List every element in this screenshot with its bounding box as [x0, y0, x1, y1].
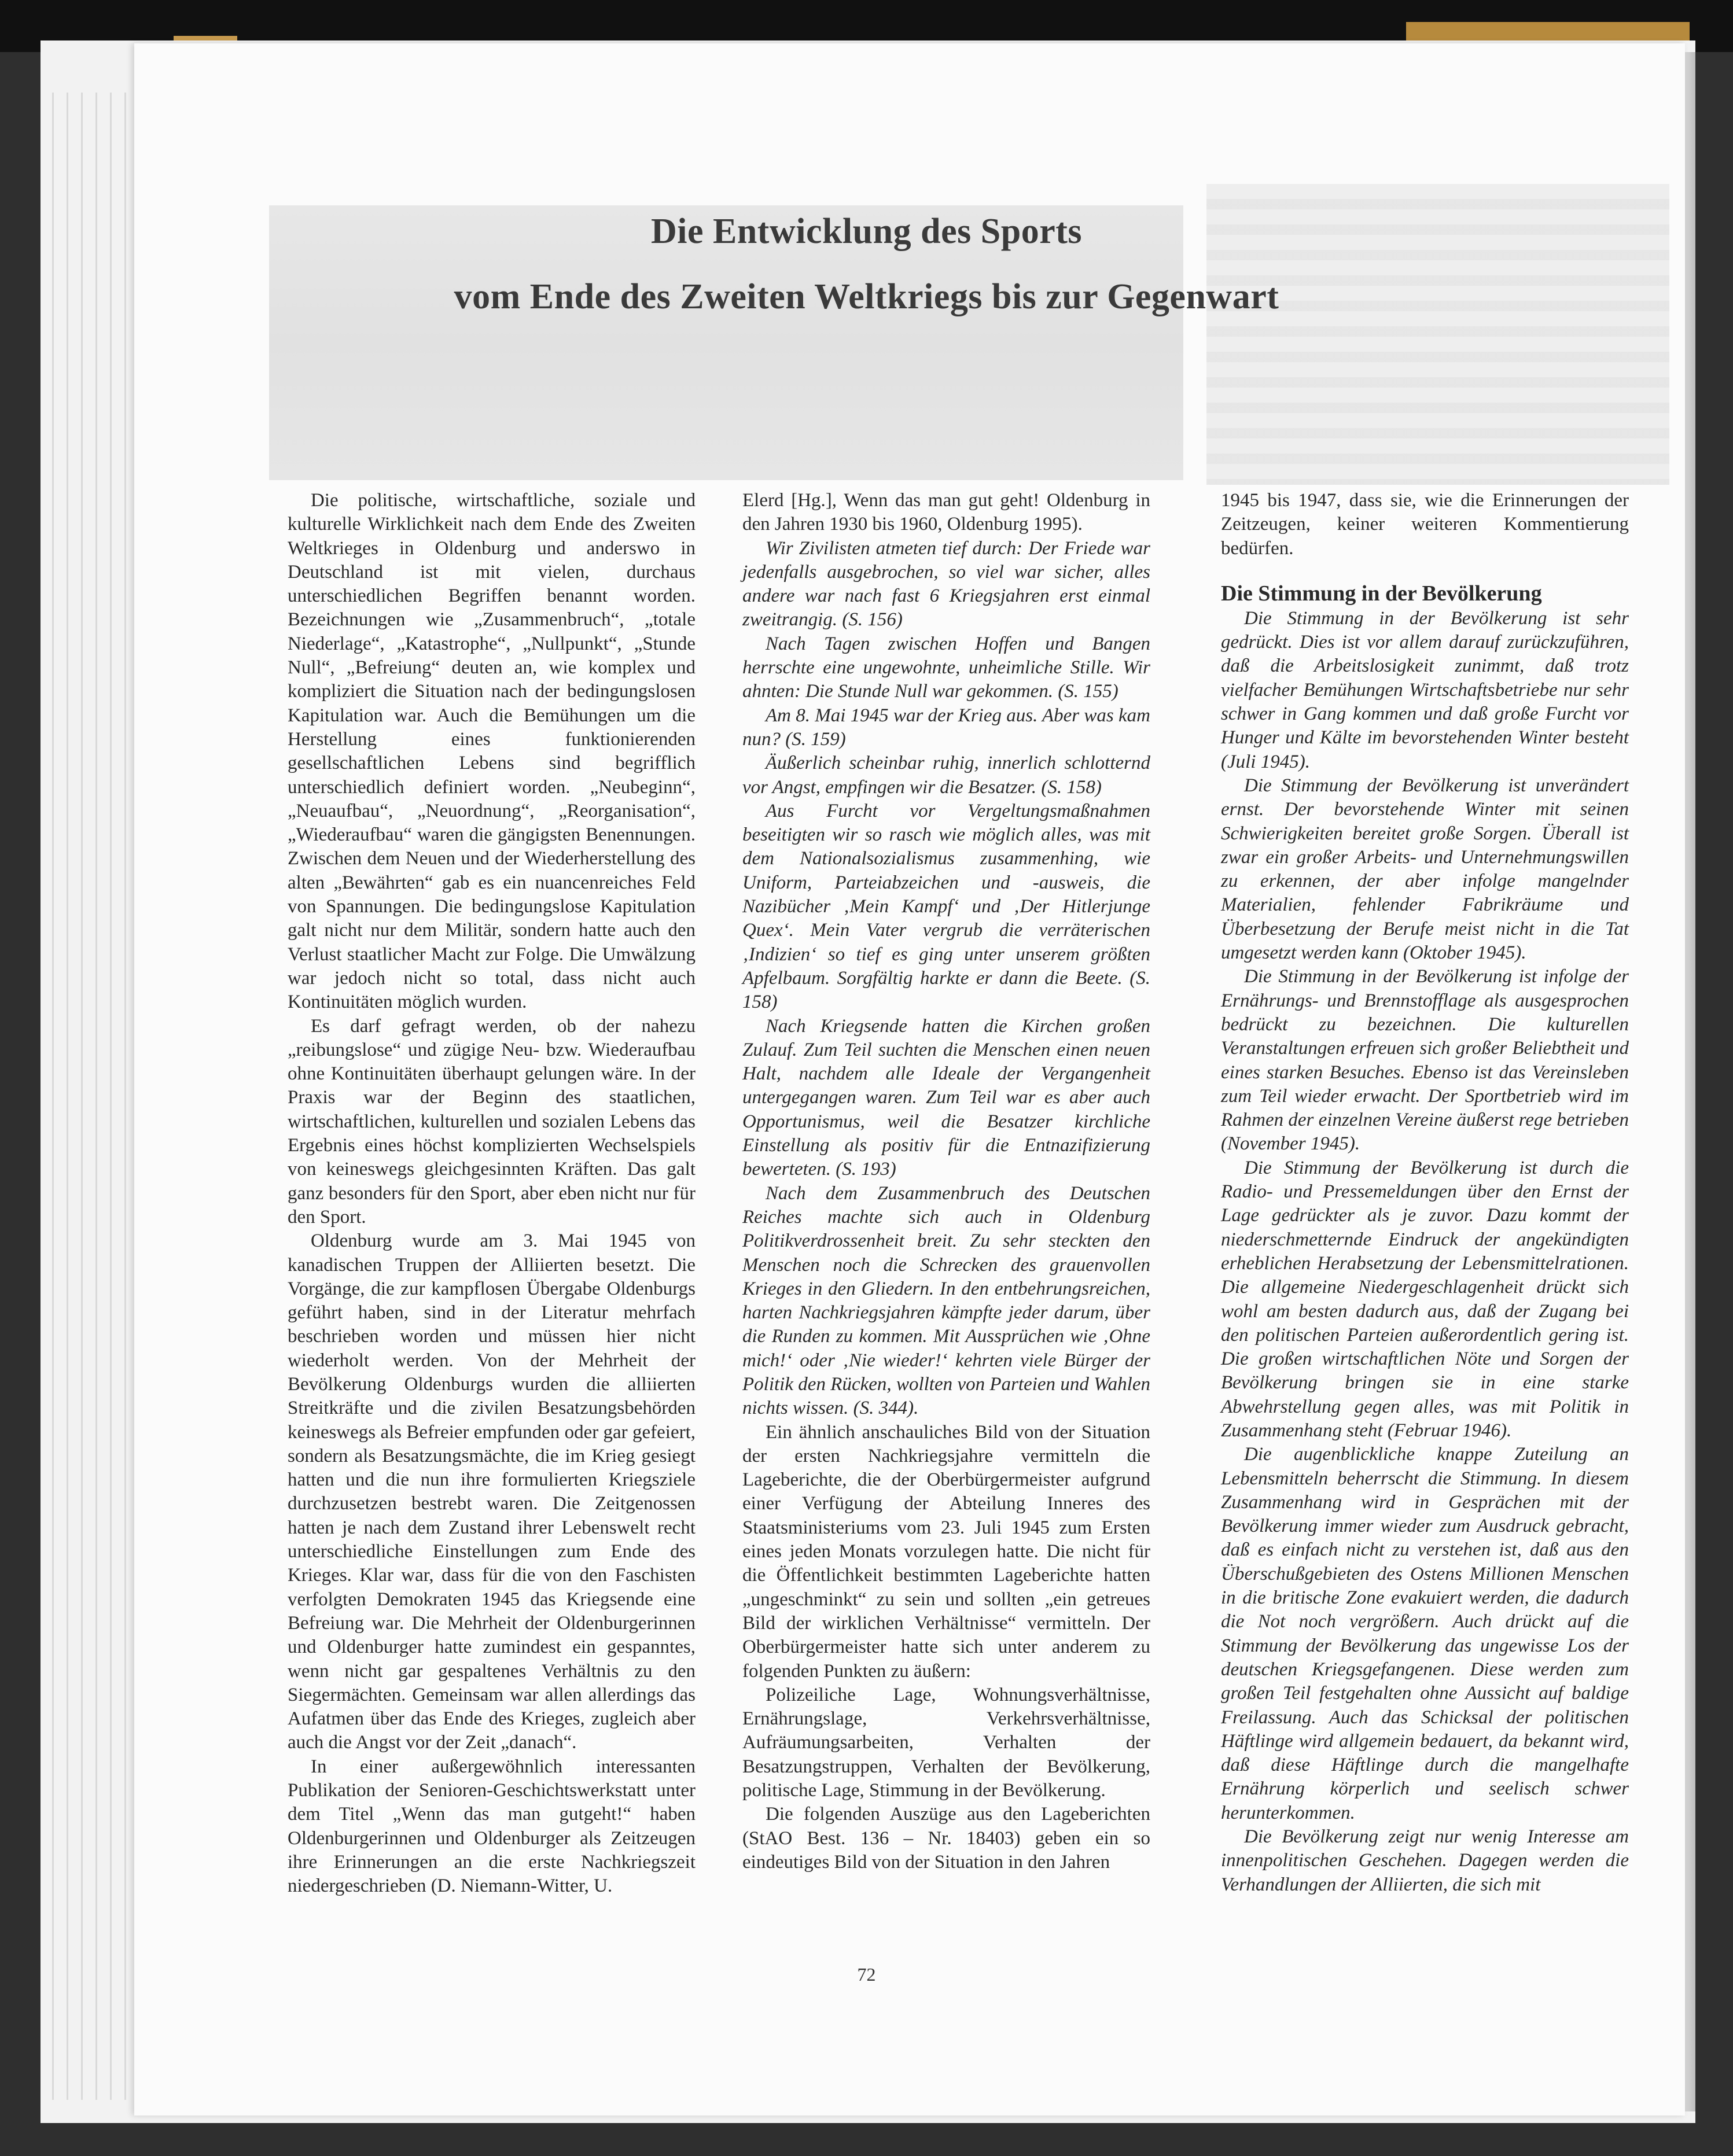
paragraph: Oldenburg wurde am 3. Mai 1945 von kanadischen Truppen der Alliierten besetzt. Die Vorgänge, die zur kampflosen Übergabe Oldenburgs geführt haben, sind in der Literatur mehrfach beschrieben worden und müssen hier nicht wiederholt werden. Von der Mehrheit der Bevölkerung Oldenburgs wurden die alliierten Streitkräfte und die zivilen Besatzungsbehörden keineswegs als Befreier empfunden oder gar gefeiert, sondern als Besatzungsmächte, die im Krieg gesiegt hatten und die nun ihre formulierten Kriegsziele durchzusetzen bestrebt waren. Die Zeitgenossen hatten je nach dem Zustand ihrer Lebenswelt recht unterschiedliche Einstellungen zum Ende des Krieges. Klar war, dass für die von den Faschisten verfolgten Demokraten 1945 das Kriegsende eine Befreiung war. Die Mehrheit der Oldenburgerinnen und Oldenburger hatte zumindest ein gespanntes, wenn nicht gar gespaltenes Verhältnis zu den Siegermächten. Gemeinsam war allen allerdings das Aufatmen über das Ende des Krieges, zugleich aber auch die Angst vor der Zeit „danach“. — [288, 1230, 696, 1753]
quote-paragraph: Die augenblickliche knappe Zuteilung an Lebensmitteln beherrscht die Stimmung. In diesem Zusammenhang wird in Gesprächen mit der Bevölkerung immer wieder zum Ausdruck gebracht, daß es einfach nicht zu verstehen ist, daß aus den Überschußgebieten des Ostens Millionen Menschen in die britische Zone evakuiert werden, die dadurch die Not noch vergrößern. Auch drückt auf die Stimmung der Bevölkerung das ungewisse Los der deutschen Kriegsgefangenen. Diese werden zum großen Teil festgehalten ohne Aussicht auf baldige Freilassung. Auch das Schicksal der politischen Häftlinge wird allgemein bedauert, da bekannt wird, daß diese Häftlinge durch die mangelhafte Ernährung körperlich und seelisch schwer herunterkommen. — [1221, 1444, 1629, 1823]
quote-paragraph: Die Bevölkerung zeigt nur wenig Interesse am innenpolitischen Geschehen. Dagegen werden die Verhandlungen der Alliierten, die sich mit — [1221, 1826, 1629, 1895]
quote-paragraph: Äußerlich scheinbar ruhig, innerlich schlotternd vor Angst, empfingen wir die Besatzer. (S. 158) — [742, 753, 1150, 798]
page-edge-line — [67, 93, 68, 2100]
quote-paragraph: Die Stimmung der Bevölkerung ist unverändert ernst. Der bevorstehende Winter mit seinen Schwierigkeiten bereitet große Sorgen. Überall ist zwar ein großer Arbeits- und Unternehmungswillen zu erkennen, der aber infolge mangelnder Materialien, fehlender Fabrikräume und Überbesetzung der Berufe meist nicht in die Tat umgesetzt werden kann (Oktober 1945). — [1221, 775, 1629, 964]
quote-paragraph: Nach dem Zusammenbruch des Deutschen Reiches machte sich auch in Oldenburg Politikverdrossenheit breit. Zu sehr steckten den Menschen noch die Schrecken des grauenvollen Krieges in den Gliedern. In den entbehrungsreichen, harten Nachkriegsjahren kämpfte jeder darum, über die Runden zu kommen. Mit Aussprüchen wie ‚Ohne mich!‘ oder ‚Nie wieder!‘ kehrten viele Bürger der Politik den Rücken, wollten von Parteien und Wahlen nichts wissen. (S. 344). — [742, 1182, 1150, 1419]
page-edge-line — [52, 93, 54, 2100]
paragraph: Polizeiliche Lage, Wohnungsverhältnisse, Ernährungslage, Verkehrsverhältnisse, Aufräumungsarbeiten, Verhalten der Besatzungstruppen, Verhalten der Bevölkerung, politische Lage, Stimmung in der Bevölkerung. — [742, 1684, 1150, 1801]
quote-paragraph: Die Stimmung in der Bevölkerung ist infolge der Ernährungs- und Brennstofflage als ausgesprochen bedrückt zu bezeichnen. Die kulturellen Veranstaltungen erfreuen sich großer Beliebtheit und eines starken Besuches. Ebenso ist das Vereinsleben zum Teil wieder erwacht. Der Sportbetrieb wird im Rahmen der einzelnen Vereine äußerst rege betrieben (November 1945). — [1221, 966, 1629, 1155]
quote-paragraph: Am 8. Mai 1945 war der Krieg aus. Aber was kam nun? (S. 159) — [742, 705, 1150, 750]
text-column-1 — [288, 489, 696, 1899]
page-edge-line — [81, 93, 83, 2100]
page-title-line-1: Die Entwicklung des Sports — [650, 212, 1083, 251]
quote-paragraph: Aus Furcht vor Vergeltungsmaßnahmen beseitigten wir so rasch wie möglich alles, was mit dem Nationalsozialismus zusammenhing, wie Uniform, Parteiabzeichen und -ausweis, die Nazibücher ‚Mein Kampf‘ und ‚Der Hitlerjunge Quex‘. Mein Vater vergrub die verräterischen ‚Indizien‘ so tief es ging unter unserem größten Apfelbaum. Sorgfältig harkte er dann die Beete. (S. 158) — [742, 800, 1150, 1013]
page-edge-line — [110, 93, 112, 2100]
page-number: 72 — [857, 1964, 876, 1985]
text-column-2 — [742, 489, 1150, 1874]
paragraph: In einer außergewöhnlich interessanten Publikation der Senioren-Geschichtswerkstatt unter dem Titel „Wenn das man gutgeht!“ haben Oldenburgerinnen und Oldenburger als Zeitzeugen ihre Erinnerungen an die erste Nachkriegszeit niedergeschrieben (D. Niemann-Witter, U. — [288, 1756, 696, 1897]
page-edge-line — [95, 93, 97, 2100]
quote-paragraph: Wir Zivilisten atmeten tief durch: Der Friede war jedenfalls ausgebrochen, so viel war sicher, alles andere war nach fast 6 Kriegsjahren erst einmal zweitrangig. (S. 156) — [742, 537, 1150, 631]
paragraph: Ein ähnlich anschauliches Bild von der Situation der ersten Nachkriegsjahre vermitteln die Lageberichte, die der Oberbürgermeister aufgrund einer Verfügung der Abteilung Inneres des Staatsministeriums vom 23. Juli 1945 zum Ersten eines jeden Monats vorzulegen hatte. Die nicht für die Öffentlichkeit bestimmten Lageberichte hatten „ungeschminkt“ zu sein und sollten „ein getreues Bild der wirklichen Verhältnisse“ vermitteln. Der Oberbürgermeister hatte sich unter anderem zu folgenden Punkten zu äußern: — [742, 1421, 1150, 1682]
quote-paragraph: Die Stimmung in der Bevölkerung ist sehr gedrückt. Dies ist vor allem darauf zurückzuführen, daß die Arbeitslosigkeit zunimmt, daß trotz vielfacher Bemühungen Wirtschaftsbetriebe nur sehr schwer in Gang kommen und daß große Furcht vor Hunger und Kälte im bevorstehenden Winter besteht (Juli 1945). — [1221, 607, 1629, 772]
paragraph: Es darf gefragt werden, ob der nahezu „reibungslose“ und zügige Neu- bzw. Wiederaufbau ohne Kontinuitäten überhaupt gelungen wäre. In der Praxis war der Beginn des staatlichen, wirtschaftlichen, kulturellen und sozialen Lebens das Ergebnis eines höchst komplizierten Wechselspiels von keineswegs gleichgesinnten Kräften. Das galt ganz besonders für den Sport, aber eben nicht nur für den Sport. — [288, 1015, 696, 1228]
page-edge-line — [124, 93, 126, 2100]
quote-paragraph: Nach Tagen zwischen Hoffen und Bangen herrschte eine ungewohnte, unheimliche Stille. Wir ahnten: Die Stunde Null war gekommen. (S. 155) — [742, 633, 1150, 702]
quote-paragraph: Nach Kriegsende hatten die Kirchen großen Zulauf. Zum Teil suchten die Menschen einen neuen Halt, nachdem alle Ideale der Vergangenheit untergegangen waren. Zum Teil war es aber auch Opportunismus, weil die Besatzer kirchliche Einstellung als positiv für die Entnazifizierung bewerteten. (S. 193) — [742, 1015, 1150, 1180]
paragraph: Elerd [Hg.], Wenn das man gut geht! Oldenburg in den Jahren 1930 bis 1960, Oldenburg 1995). — [742, 490, 1150, 535]
paragraph: Die folgenden Auszüge aus den Lageberichten (StAO Best. 136 – Nr. 18403) geben ein so eindeutiges Bild von der Situation in den Jahren — [742, 1804, 1150, 1873]
quote-paragraph: Die Stimmung der Bevölkerung ist durch die Radio- und Pressemeldungen über den Ernst der Lage gedrückter als je zuvor. Dazu kommt der niederschmetternde Eindruck der angekündigten erheblichen Herabsetzung der Lebensmittelrationen. Die allgemeine Niedergeschlagenheit drückt sich wohl am besten dadurch aus, daß der Zugang bei den politischen Parteien außerordentlich gering ist. Die großen wirtschaftlichen Nöte und Sorgen der Bevölkerung bringen sie in eine starke Abwehrstellung gegen alles, was mit Politik in Zusammenhang steht (Februar 1946). — [1221, 1157, 1629, 1441]
paragraph: 1945 bis 1947, dass sie, wie die Erinnerungen der Zeitzeugen, keiner weiteren Kommentierung bedürfen. — [1221, 490, 1629, 559]
text-column-3 — [1221, 489, 1629, 1897]
page-title-line-2: vom Ende des Zweiten Weltkriegs bis zur Gegenwart — [454, 277, 1279, 316]
paragraph: Die politische, wirtschaftliche, soziale und kulturelle Wirklichkeit nach dem Ende des Zweiten Weltkrieges in Oldenburg und anderswo in Deutschland ist mit vielen, durchaus unterschiedlichen Begriffen benannt worden. Bezeichnungen wie „Zusammenbruch“, „totale Niederlage“, „Katastrophe“, „Nullpunkt“, „Stunde Null“, „Befreiung“ deuten an, wie komplex und kompliziert die Situation nach der bedingungslosen Kapitulation war. Auch die Bemühungen um die Herstellung eines funktionierenden gesellschaftlichen Lebens sind begrifflich unterschiedlich definiert worden. „Neubeginn“, „Neuaufbau“, „Neuordnung“, „Reorganisation“, „Wiederaufbau“ waren die gängigsten Benennungen. Zwischen dem Neuen und der Wiederherstellung des alten „Bewährten“ gab es ein nuancenreiches Feld von Spannungen. Die bedingungslose Kapitulation galt nicht nur dem Militär, sondern hatte auch den Verlust staatlicher Macht zur Folge. Die Umwälzung war jedoch nicht so total, dass nicht auch Kontinuitäten möglich wurden. — [288, 490, 696, 1013]
section-heading: Die Stimmung in der Bevölkerung — [1221, 581, 1542, 606]
